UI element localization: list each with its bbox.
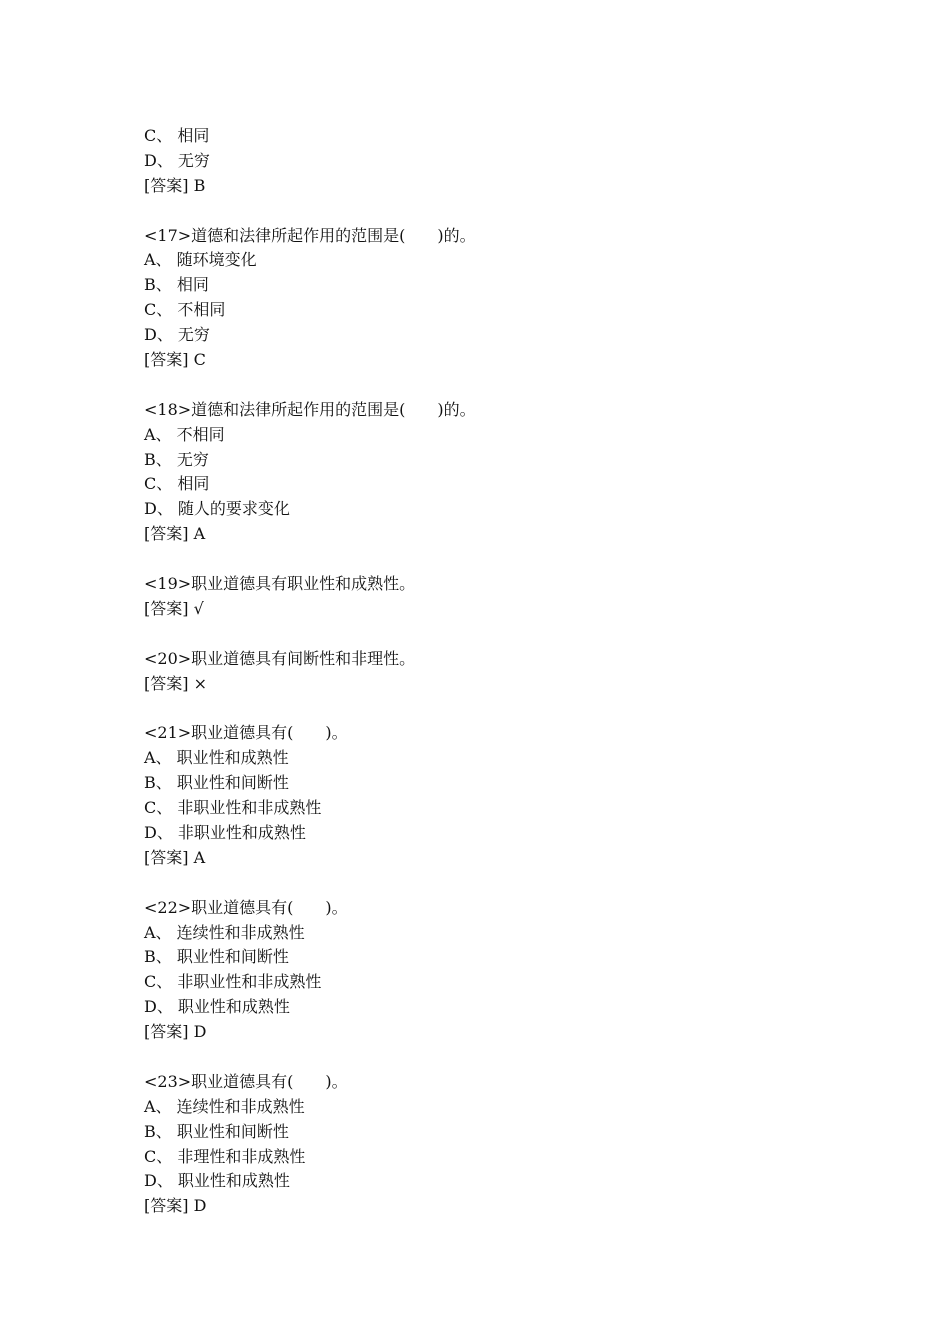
- question-stem: <18>道德和法律所起作用的范围是( )的。: [144, 399, 476, 419]
- option-line: A、 职业性和成熟性: [144, 748, 289, 768]
- question-block: [144, 721, 844, 870]
- option-line: A、 随环境变化: [144, 250, 257, 270]
- option-line: B、 职业性和间断性: [144, 947, 289, 967]
- option-line: B、 无穷: [144, 449, 209, 469]
- option-line: C、 非职业性和非成熟性: [144, 972, 322, 992]
- answer-line: [答案] D: [144, 1022, 207, 1042]
- option-line: C、 不相同: [144, 300, 226, 320]
- option-line: B、 相同: [144, 275, 209, 295]
- option-line: D、 职业性和成熟性: [144, 1171, 290, 1191]
- blank-line: [144, 373, 844, 398]
- blank-line: [144, 547, 844, 572]
- question-block: [144, 572, 844, 622]
- question-stem: <20>职业道德具有间断性和非理性。: [144, 648, 416, 668]
- question-block: [144, 647, 844, 697]
- answer-line: [答案] D: [144, 1196, 207, 1216]
- option-line: C、 相同: [144, 126, 210, 145]
- question-block: [144, 398, 844, 547]
- option-line: D、 随人的要求变化: [144, 499, 290, 519]
- answer-line: [答案] A: [144, 524, 206, 544]
- blank-line: [144, 1045, 844, 1070]
- leading-fragment: [144, 124, 844, 199]
- blank-line: [144, 199, 844, 224]
- answer-line: [答案] A: [144, 847, 206, 867]
- answer-line: [答案] √: [144, 598, 204, 618]
- question-stem: <22>职业道德具有( )。: [144, 897, 348, 917]
- question-block: [144, 224, 844, 373]
- blank-line: [144, 696, 844, 721]
- blank-line: [144, 871, 844, 896]
- question-stem: <21>职业道德具有( )。: [144, 723, 348, 743]
- option-line: D、 无穷: [144, 150, 210, 170]
- option-line: B、 职业性和间断性: [144, 1121, 289, 1141]
- document-page: [144, 124, 844, 1219]
- option-line: C、 非职业性和非成熟性: [144, 798, 322, 818]
- option-line: C、 非理性和非成熟性: [144, 1146, 306, 1166]
- question-stem: <23>职业道德具有( )。: [144, 1071, 348, 1091]
- answer-line: [答案] B: [144, 175, 206, 195]
- option-line: A、 连续性和非成熟性: [144, 922, 305, 942]
- question-stem: <17>道德和法律所起作用的范围是( )的。: [144, 225, 476, 245]
- question-block: [144, 1070, 844, 1219]
- question-list: [144, 199, 844, 1220]
- option-line: A、 不相同: [144, 424, 225, 444]
- option-line: D、 非职业性和成熟性: [144, 822, 306, 842]
- blank-line: [144, 622, 844, 647]
- option-line: D、 职业性和成熟性: [144, 997, 290, 1017]
- option-line: A、 连续性和非成熟性: [144, 1096, 305, 1116]
- option-line: C、 相同: [144, 474, 210, 494]
- answer-line: [答案] C: [144, 350, 206, 370]
- answer-line: [答案] ×: [144, 673, 207, 693]
- option-line: D、 无穷: [144, 325, 210, 345]
- question-stem: <19>职业道德具有职业性和成熟性。: [144, 574, 416, 594]
- option-line: B、 职业性和间断性: [144, 773, 289, 793]
- question-block: [144, 896, 844, 1045]
